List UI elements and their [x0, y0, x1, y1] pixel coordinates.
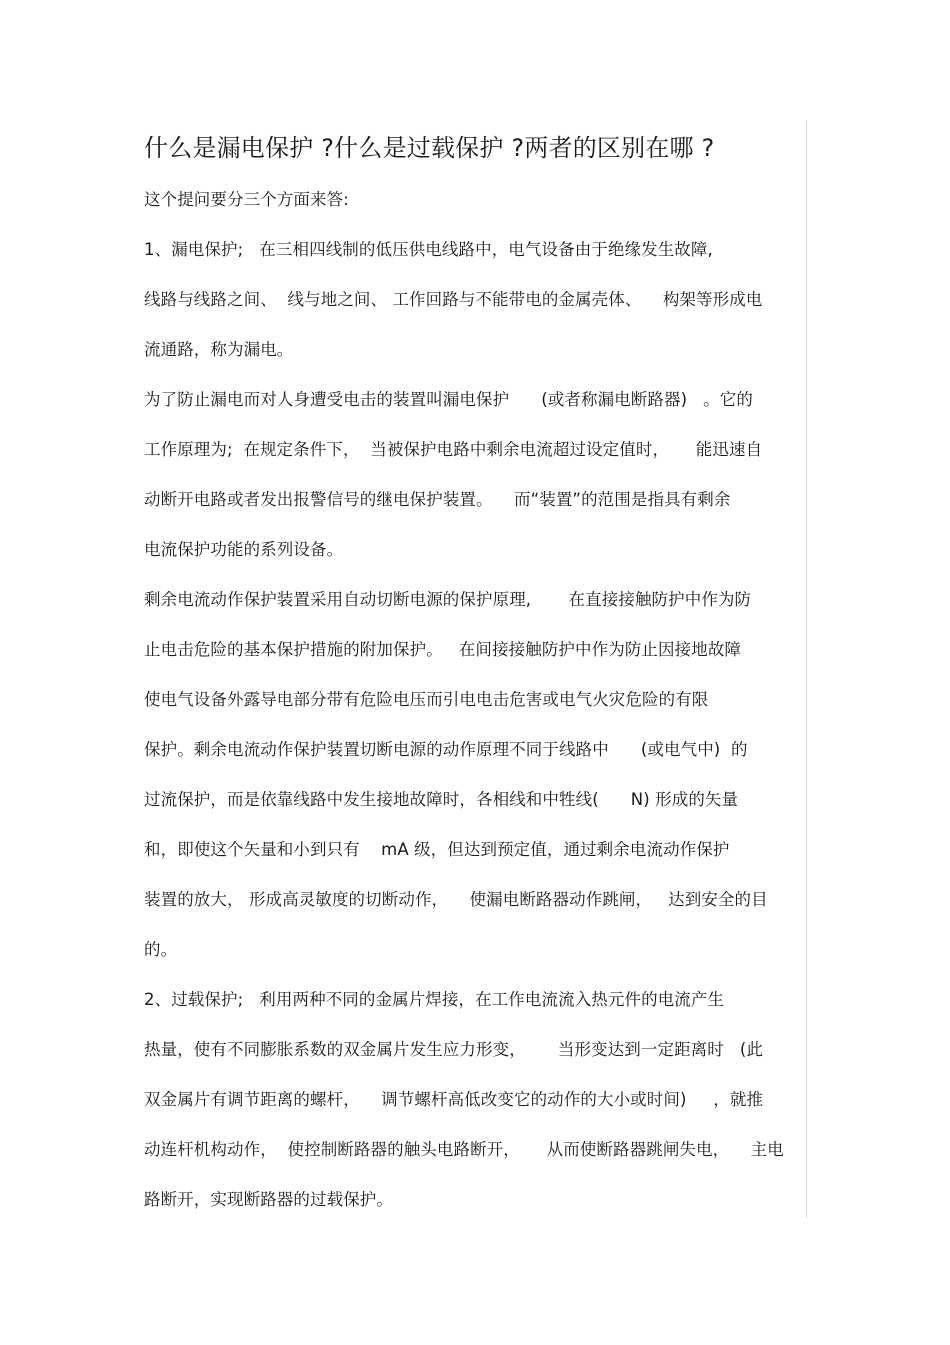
paragraph-line: 止电击危险的基本保护措施的附加保护。 在间接接触防护中作为防止因接地故障 — [144, 640, 742, 659]
paragraph-line: 2、过载保护; 利用两种不同的金属片焊接，在工作电流流入热元件的电流产生 — [144, 990, 725, 1009]
paragraph-line: 剩余电流动作保护装置采用自动切断电源的保护原理, 在直接接触防护中作为防 — [144, 590, 752, 609]
paragraph-line: 过流保护，而是依靠线路中发生接地故障时，各相线和中牲线( N) 形成的矢量 — [144, 790, 739, 809]
paragraph-line: 路断开，实现断路器的过载保护。 — [144, 1190, 393, 1209]
paragraph-line: 的。 — [144, 940, 178, 959]
paragraph-line: 热量，使有不同膨胀系数的双金属片发生应力形变， 当形变达到一定距离时 (此 — [144, 1040, 764, 1059]
paragraph-line: 1、漏电保护; 在三相四线制的低压供电线路中，电气设备由于绝缘发生故障, — [144, 240, 713, 259]
paragraph-line: 和，即使这个矢量和小到只有 mA 级，但达到预定值，通过剩余电流动作保护 — [144, 840, 730, 859]
page-title: 什么是漏电保护 ?什么是过载保护 ?两者的区别在哪 ? — [144, 134, 715, 162]
paragraph-line: 双金属片有调节距离的螺杆， 调节螺杆高低改变它的动作的大小或时间) ，就推 — [144, 1090, 764, 1109]
paragraph-line: 动连杆机构动作， 使控制断路器的触头电路断开， 从而使断路器跳闸失电， 主电 — [144, 1140, 784, 1159]
paragraph-line: 流通路，称为漏电。 — [144, 340, 294, 359]
paragraph-line: 装置的放大， 形成高灵敏度的切断动作， 使漏电断路器动作跳闸， 达到安全的目 — [144, 890, 768, 909]
paragraph-line: 这个提问要分三个方面来答: — [144, 190, 349, 209]
paragraph-line: 电流保护功能的系列设备。 — [144, 540, 344, 559]
paragraph-line: 动断开电路或者发出报警信号的继电保护装置。 而“装置”的范围是指具有剩余 — [144, 490, 731, 509]
paragraph-line: 为了防止漏电而对人身遭受电击的装置叫漏电保护 (或者称漏电断路器) 。它的 — [144, 390, 753, 409]
paragraph-line: 线路与线路之间、 线与地之间、 工作回路与不能带电的金属壳体、 构架等形成电 — [144, 290, 763, 309]
paragraph-line: 使电气设备外露导电部分带有危险电压而引电电击危害或电气火灾危险的有限 — [144, 690, 709, 709]
paragraph-line: 工作原理为; 在规定条件下， 当被保护电路中剩余电流超过设定值时， 能迅速自 — [144, 440, 763, 459]
paragraph-line: 保护。剩余电流动作保护装置切断电源的动作原理不同于线路中 (或电气中) 的 — [144, 740, 748, 759]
